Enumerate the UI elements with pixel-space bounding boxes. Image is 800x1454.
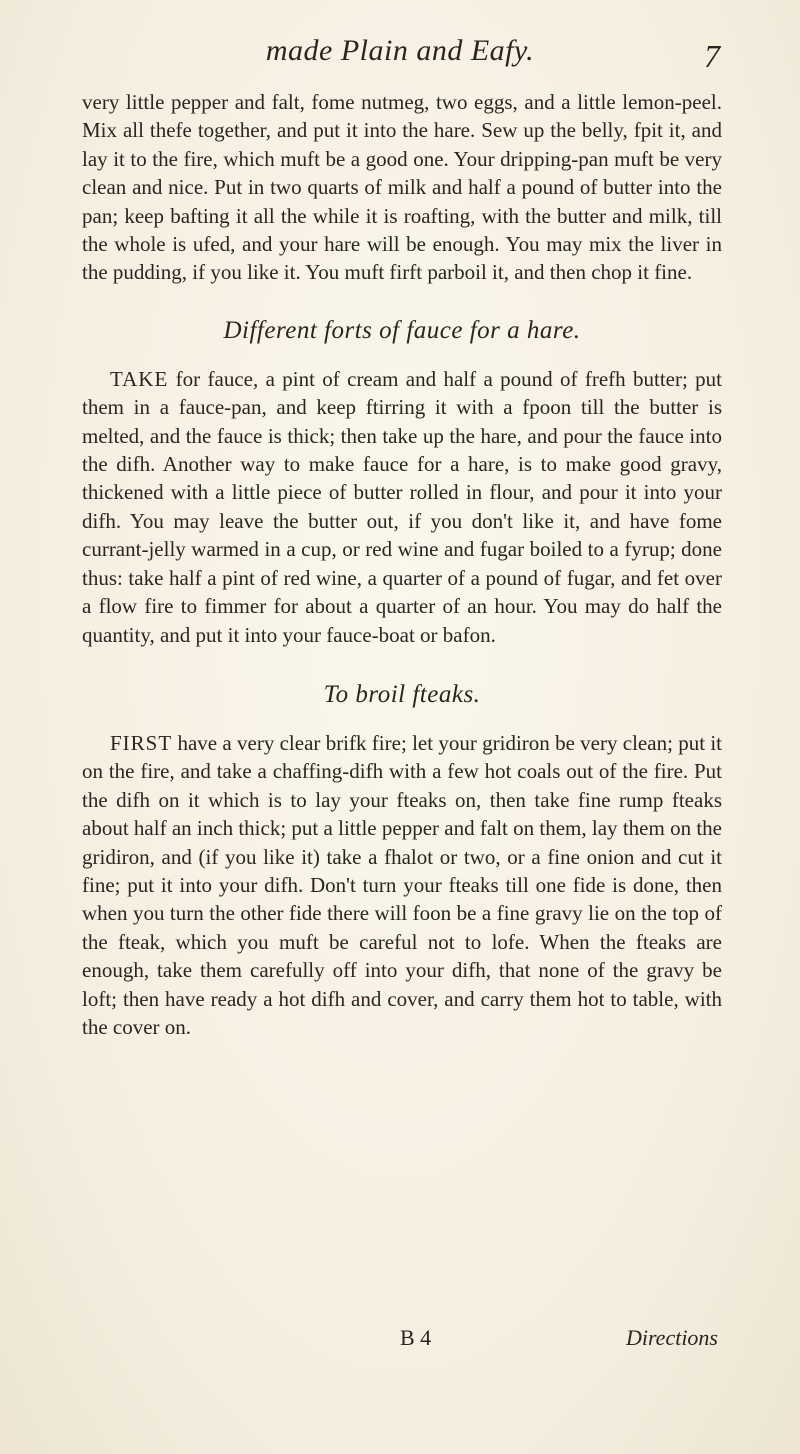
paragraph-lead-word: FIRST [110, 730, 173, 755]
paragraph-steaks [82, 729, 722, 1041]
heading-broil-steaks: To broil fteaks. [323, 680, 481, 708]
signature-mark: B 4 [400, 1325, 432, 1350]
catchword: Directions [625, 1325, 718, 1350]
paragraph-steaks-text: have a very clear brifk fire; let your gridiron be very clean; put it on the fire, and take a chaffing-difh with a few hot coals out of the fire. Put the difh on it which is to lay your fteaks on, then take fine rump fteaks about half an inch thick; put a little pepper and falt on them, lay them on the gridiron, and (if you like it) take a fhalot or two, or a fine onion and cut it fine; put it into your difh. Don't turn your fteaks till one fide is done, then when you turn the other fide there will foon be a fine gravy lie on the top of the fteak, which you muft be careful not to lofe. When the fteaks are enough, take them carefully off into your difh, that none of the gravy be loft; then have ready a hot difh and cover, and carry them hot to table, with the cover on. [82, 730, 722, 1039]
heading-sauce-for-hare: Different forts of fauce for a hare. [223, 316, 581, 344]
paragraph-hare-stuffing: very little pepper and falt, fome nutmeg, two eggs, and a little lemon-peel. Mix all thefe together, and put it into the hare. Sew up the belly, fpit it, and lay it to the fire, which muft be a good one. Your dripping-pan muft be very clean and nice. Put in two quarts of milk and half a pound of butter into the pan; keep bafting it all the while it is roafting, with the butter and milk, till the whole is ufed, and your hare will be enough. You may mix the liver in the pudding, if you like it. You muft firft parboil it, and then chop it fine. [82, 90, 722, 285]
running-title: made Plain and Eafy. [265, 34, 535, 67]
paragraph-sauce-text: for fauce, a pint of cream and half a pound of frefh butter; put them in a fauce-pan, and keep ftirring it with a fpoon till the butter is melted, and the fauce is thick; then take up the hare, and pour the fauce into the difh. Another way to make fauce for a hare, is to make good gravy, thickened with a little piece of butter rolled in flour, and pour it into your difh. You may leave the butter out, if you don't like it, and have fome currant-jelly warmed in a cup, or red wine and fugar boiled to a fyrup; done thus: take half a pint of red wine, a quarter of a pound of fugar, and fet over a flow fire to fimmer for about a quarter of an hour. You may do half the quantity, and put it into your fauce-boat or bafon. [82, 366, 722, 647]
paragraph-lead-word: TAKE [110, 366, 169, 391]
page-body [82, 88, 722, 1041]
paragraph-sauce [82, 365, 722, 649]
page-number: 7 [704, 38, 720, 74]
